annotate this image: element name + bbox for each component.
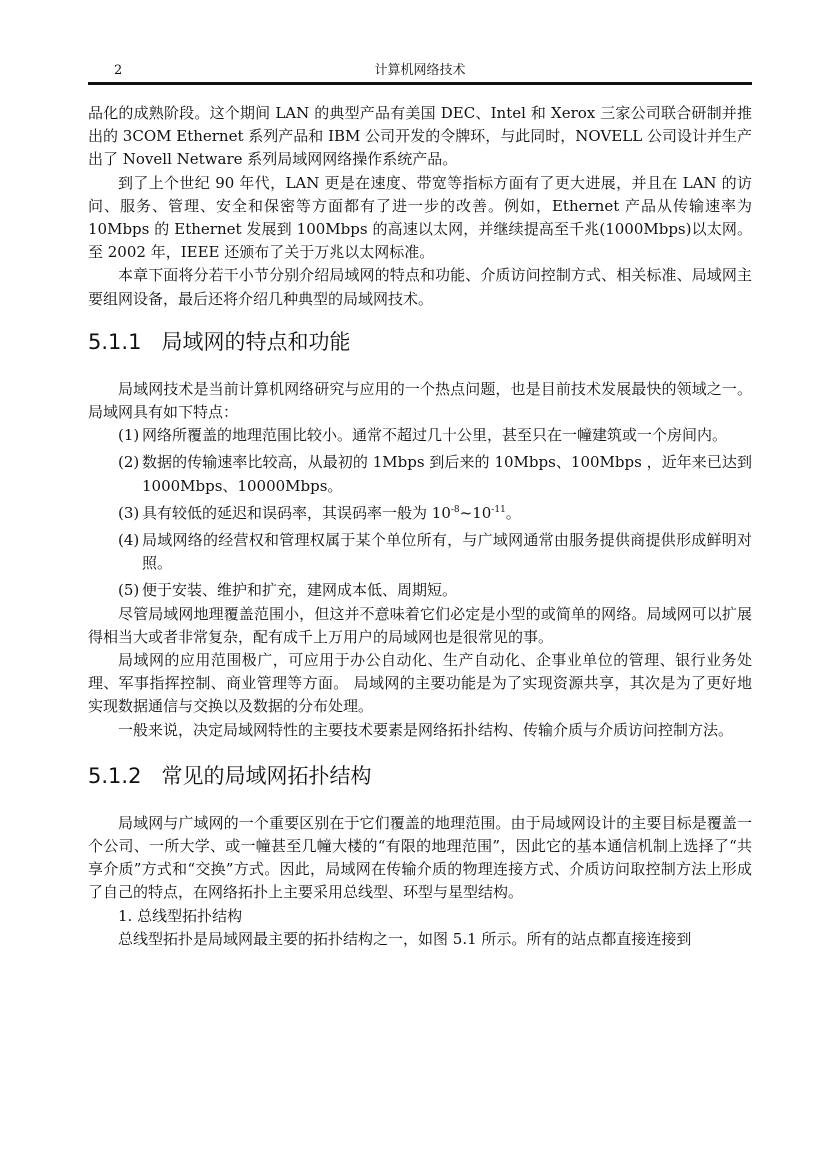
list-item-text: 局域网络的经营权和管理权属于某个单位所有，与广域网通常由服务提供商提供形成鲜明对照。	[142, 531, 752, 573]
list-item-number: (3)	[118, 503, 140, 522]
page-header	[88, 62, 752, 80]
paragraph: 到了上个世纪 90 年代，LAN 更是在速度、带宽等指标方面有了更大进展，并且在 LAN 的访问、服务、管理、安全和保密等方面都有了进一步的改善。例如，Ethernet 产品从传输速率为 10Mbps 的 Ethernet 发展到 100Mbps 的高速以太网，并继续提高至千兆(1000Mbps)以太网。至 2002 年，IEEE 还颁布了关于万兆以太网标准。	[88, 173, 752, 262]
paragraph: 局域网与广域网的一个重要区别在于它们覆盖的地理范围。由于局域网设计的主要目标是覆盖一个公司、一所大学、或一幢甚至几幢大楼的“有限的地理范围”，因此它的基本通信机制上选择了“共享介质”方式和“交换”方式。因此，局域网在传输介质的物理连接方式、介质访问取控制方法上形成了自己的特点，在网络拓扑上主要采用总线型、环型与星型结构。	[88, 813, 752, 902]
subsection-heading: 1. 总线型拓扑结构	[118, 906, 243, 925]
paragraph: 品化的成熟阶段。这个期间 LAN 的典型产品有美国 DEC、Intel 和 Xerox 三家公司联合研制并推出的 3COM Ethernet 系列产品和 IBM 公司开发的令牌环，与此同时，NOVELL 公司设计并生产出了 Novell Netware 系列局域网网络操作系统产品。	[88, 104, 752, 169]
paragraph: 一般来说，决定局域网特性的主要技术要素是网络拓扑结构、传输介质与介质访问控制方法。	[118, 720, 734, 739]
list-item-text: 具有较低的延迟和误码率，其误码率一般为 10	[142, 503, 451, 522]
list-item	[88, 579, 752, 602]
list-item-number: (5)	[118, 581, 140, 600]
list-item-text: 。	[505, 503, 521, 522]
paragraph: 局域网的应用范围极广，可应用于办公自动化、生产自动化、企事业单位的管理、银行业务处理、军事指挥控制、商业管理等方面。 局域网的主要功能是为了实现资源共享，其次是为了更好地实现数据通信与交换以及数据的分布处理。	[88, 651, 752, 716]
list-item-number: (2)	[118, 453, 140, 472]
list-item	[88, 502, 752, 525]
list-item-text: ~10	[459, 503, 492, 522]
list-item-text: 数据的传输速率比较高，从最初的 1Mbps 到后来的 10Mbps、100Mbps ，近年来已达到 1000Mbps、10000Mbps。	[142, 453, 752, 495]
list-item	[88, 529, 752, 575]
page-number: 2	[114, 63, 123, 78]
paragraph: 局域网技术是当前计算机网络研究与应用的一个热点问题，也是目前技术发展最快的领域之一。局域网具有如下特点：	[88, 379, 752, 422]
paragraph: 尽管局域网地理覆盖范围小，但这并不意味着它们必定是小型的或简单的网络。局域网可以扩展得相当大或者非常复杂，配有成千上万用户的局域网也是很常见的事。	[88, 604, 752, 646]
section-heading: 5.1.1 局域网的特点和功能	[88, 329, 351, 354]
exponent: -8	[450, 504, 460, 515]
paragraph: 总线型拓扑是局域网最主要的拓扑结构之一，如图 5.1 所示。所有的站点都直接连接到	[118, 929, 692, 948]
list-item-text: 网络所覆盖的地理范围比较小。通常不超过几十公里，甚至只在一幢建筑或一个房间内。	[142, 426, 728, 445]
list-item	[88, 424, 752, 447]
header-rule	[88, 82, 752, 85]
list-item-number: (4)	[118, 531, 140, 550]
running-title: 计算机网络技术	[374, 63, 466, 78]
section-heading: 5.1.2 常见的局域网拓扑结构	[88, 763, 372, 788]
page-body	[88, 102, 752, 951]
exponent: -11	[491, 504, 506, 515]
list-item-text: 便于安装、维护和扩充，建网成本低、周期短。	[142, 581, 458, 600]
list-item-number: (1)	[118, 426, 140, 445]
list-item	[88, 451, 752, 497]
paragraph: 本章下面将分若干小节分别介绍局域网的特点和功能、介质访问控制方式、相关标准、局域网主要组网设备，最后还将介绍几种典型的局域网技术。	[88, 266, 752, 308]
